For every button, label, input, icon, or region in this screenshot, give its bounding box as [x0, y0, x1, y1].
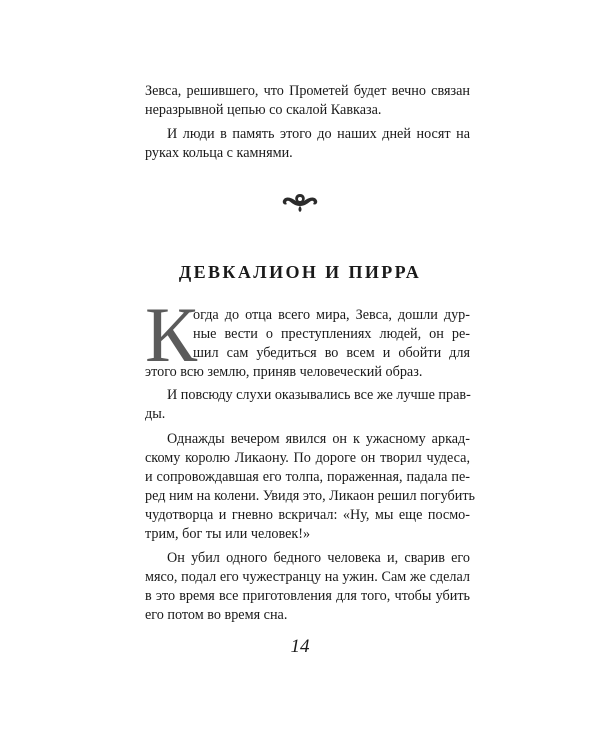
- text-line: ред ним на колени. Увидя это, Ликаон решил погубить: [145, 488, 476, 504]
- text-line: шил сам убедиться во всем и обойти для: [193, 345, 470, 361]
- text-line: и сопровождавшая его толпа, пораженная, падала пе-: [145, 469, 470, 485]
- chapter-heading: ДЕВКАЛИОН И ПИРРА: [178, 262, 422, 282]
- text-line: огда до отца всего мира, Зевса, дошли дур-: [193, 307, 470, 323]
- text-line: Он убил одного бедного человека и, сварив его: [167, 550, 470, 566]
- text-line: И повсюду слухи оказывались все же лучше прав-: [167, 387, 471, 403]
- ornament-icon: [279, 190, 321, 214]
- text-line: ные вести о преступлениях людей, он ре-: [193, 326, 470, 342]
- text-line: его потом во время сна.: [145, 607, 288, 623]
- text-line: Однажды вечером явился он к ужасному аркад-: [167, 431, 470, 447]
- text-line: руках кольца с камнями.: [145, 145, 293, 161]
- page-number: 14: [290, 636, 310, 657]
- text-line: мясо, подал его чужестранцу на ужин. Сам же сделал: [145, 569, 470, 585]
- text-line: чудотворца и гневно вскричал: «Ну, мы еще посмо-: [145, 507, 470, 523]
- text-line: в это время все приготовления для того, чтобы убить: [145, 588, 470, 604]
- drop-cap: К: [145, 291, 198, 378]
- text-line: трим, бог ты или человек!»: [145, 526, 311, 542]
- text-line: неразрывной цепью со скалой Кавказа.: [145, 102, 382, 118]
- text-line: И люди в память этого до наших дней носят на: [167, 126, 470, 142]
- text-line: скому королю Ликаону. По дороге он творил чудеса,: [145, 450, 470, 466]
- text-line: ды.: [145, 406, 166, 422]
- text-line: Зевса, решившего, что Прометей будет вечно связан: [145, 83, 470, 99]
- text-line: этого всю землю, приняв человеческий образ.: [145, 364, 423, 380]
